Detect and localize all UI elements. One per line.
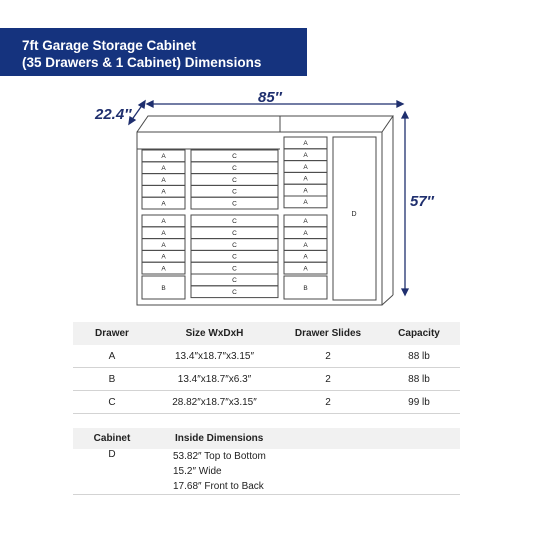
- depth-dimension-label: 22.4″: [95, 106, 132, 123]
- inside-depth: 17.68″ Front to Back: [173, 481, 264, 492]
- drawer-label-c: C: [232, 153, 237, 161]
- drawer-label-a: A: [303, 265, 308, 273]
- title-line-2: (35 Drawers & 1 Cabinet) Dimensions: [22, 55, 262, 70]
- header-capacity: Capacity: [378, 322, 460, 345]
- width-dimension-label: 85″: [258, 89, 282, 106]
- inside-dimensions-cell: [151, 449, 460, 495]
- capacity-cell: 88 lb: [378, 368, 460, 391]
- drawer-label-c: C: [232, 289, 237, 296]
- header-slides: Drawer Slides: [278, 322, 378, 345]
- drawer-label-c: C: [232, 200, 237, 208]
- drawer-label-a: A: [161, 200, 166, 208]
- drawer-label-a: A: [303, 163, 308, 171]
- drawer-label-a: A: [161, 265, 166, 273]
- title-line-1: 7ft Garage Storage Cabinet: [22, 38, 197, 53]
- drawer-label-a: A: [161, 176, 166, 184]
- drawer-cell: B: [73, 368, 151, 391]
- height-arrow-top: [402, 112, 408, 118]
- cabinet-d-label: D: [351, 211, 357, 218]
- drawer-label-a: A: [161, 218, 166, 226]
- drawer-table-header: [73, 322, 460, 345]
- header-drawer: Drawer: [73, 322, 151, 345]
- drawer-label-a: A: [303, 230, 308, 237]
- table-row: [73, 345, 460, 368]
- drawer-label-a: A: [161, 165, 166, 172]
- drawer-label-a: A: [303, 175, 308, 183]
- drawer-label-b: B: [303, 284, 308, 292]
- cabinet-d-door: [333, 137, 376, 300]
- header-size: Size WxDxH: [151, 322, 278, 345]
- inside-width: 15.2″ Wide: [173, 466, 222, 477]
- drawer-label-c: C: [232, 241, 237, 249]
- capacity-cell: 99 lb: [378, 391, 460, 414]
- capacity-cell: 88 lb: [378, 345, 460, 368]
- drawer-spec-table: [73, 322, 460, 414]
- drawer-label-a: A: [303, 218, 308, 226]
- drawer-label-c: C: [232, 277, 237, 285]
- cabinet-cell: D: [73, 449, 151, 495]
- drawer-label-a: A: [161, 188, 166, 196]
- slides-cell: 2: [278, 368, 378, 391]
- height-arrow-bottom: [402, 289, 408, 295]
- drawer-cell: C: [73, 391, 151, 414]
- width-arrow-left: [147, 101, 153, 107]
- drawer-label-a: A: [303, 241, 308, 249]
- drawer-label-c: C: [232, 165, 237, 172]
- slides-cell: 2: [278, 345, 378, 368]
- drawer-label-a: A: [303, 187, 308, 195]
- drawer-label-a: A: [161, 241, 166, 249]
- cabinet-spec-table: [73, 428, 460, 495]
- drawer-label-c: C: [232, 218, 237, 226]
- size-cell: 13.4″x18.7″x3.15″: [151, 345, 278, 368]
- inside-height: 53.82″ Top to Bottom: [173, 451, 266, 462]
- table-row: [73, 449, 460, 495]
- header-inside-dimensions: Inside Dimensions: [151, 428, 460, 449]
- drawer-label-c: C: [232, 253, 237, 261]
- drawer-letters: [161, 140, 308, 296]
- table-row: [73, 391, 460, 414]
- depth-arrow-top: [139, 101, 145, 108]
- drawer-label-c: C: [232, 188, 237, 196]
- header-cabinet: Cabinet: [73, 428, 151, 449]
- height-dimension-label: 57″: [410, 193, 434, 210]
- drawer-cell: A: [73, 345, 151, 368]
- drawer-label-c: C: [232, 265, 237, 273]
- cabinet-top-surface: [137, 116, 393, 132]
- drawer-label-a: A: [161, 230, 166, 237]
- drawer-label-a: A: [161, 153, 166, 161]
- size-cell: 28.82″x18.7″x3.15″: [151, 391, 278, 414]
- cabinet-table-header: [73, 428, 460, 449]
- size-cell: 13.4″x18.7″x6.3″: [151, 368, 278, 391]
- slides-cell: 2: [278, 391, 378, 414]
- drawer-label-a: A: [303, 199, 308, 207]
- drawer-label-c: C: [232, 176, 237, 184]
- width-arrow-right: [397, 101, 403, 107]
- drawer-label-a: A: [303, 140, 308, 148]
- drawer-label-a: A: [303, 152, 308, 159]
- cabinet-front: [137, 132, 382, 305]
- drawer-label-b: B: [161, 284, 166, 292]
- drawer-label-a: A: [303, 253, 308, 261]
- drawer-label-a: A: [161, 253, 166, 261]
- cabinet-side-bottom-edge: [382, 295, 393, 305]
- table-row: [73, 368, 460, 391]
- drawer-label-c: C: [232, 230, 237, 237]
